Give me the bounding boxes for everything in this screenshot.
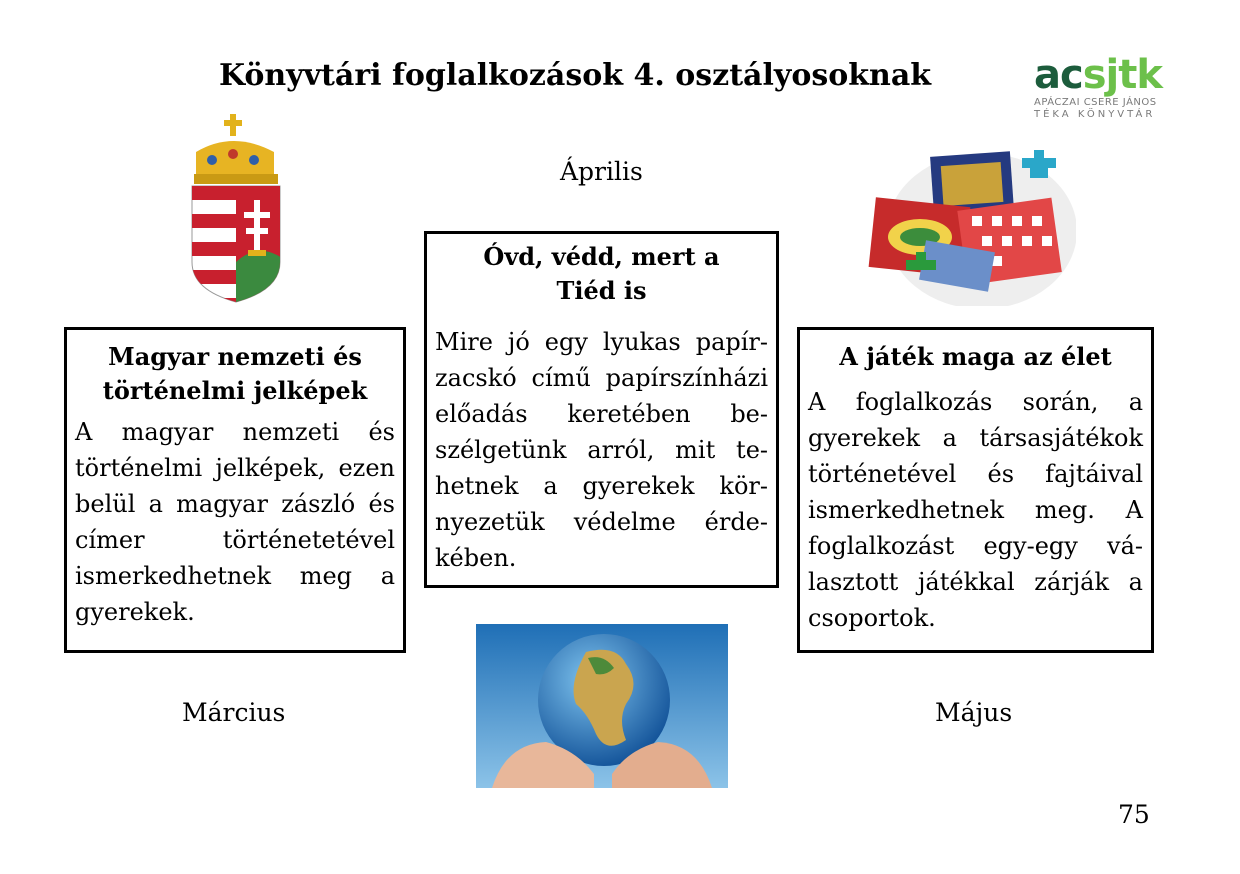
- month-label-right: Május: [935, 698, 1013, 727]
- board-games-icon: [862, 136, 1076, 306]
- logo-mark-left: ac: [1034, 52, 1083, 98]
- program-box-march: [64, 327, 406, 653]
- program-description-march: A magyar nemzeti és történelmi jelképek, ezen belül a magyar zászló és címer történetetével ismerkedhetnek meg a gyerekek.: [75, 418, 395, 626]
- board-games-image: [862, 136, 1076, 306]
- logo-line-1: APÁCZAI CSERE JÁNOS: [1034, 97, 1157, 108]
- program-description-april: Mire jó egy lyukas papírzacskó című papírszínházi előadás keretében beszélgetünk arról, mit tehetnek a gyerekek környezetük védelme érdekében.: [435, 328, 768, 572]
- library-logo: [1034, 52, 1162, 125]
- month-label-left: Március: [182, 698, 286, 727]
- earth-in-hands-image: [476, 624, 728, 788]
- page-title: Könyvtári foglalkozások 4. osztályosoknak: [218, 58, 932, 93]
- program-title-april: Óvd, védd, mert a Tiéd is: [483, 242, 720, 305]
- month-label-center: Április: [560, 157, 643, 186]
- program-title-march: Magyar nemzeti és történelmi jelképek: [102, 342, 368, 405]
- logo-mark-right: sjtk: [1082, 52, 1162, 98]
- coat-of-arms-icon: [188, 112, 284, 304]
- program-description-may: A foglalkozás során, a gyerekek a társasjátékok történetével és fajtáival ismerkedhetnek meg. A foglalkozást egy-egy választott játékkal zárják a csoportok.: [808, 388, 1143, 632]
- coat-of-arms-image: [188, 112, 284, 304]
- page-number: 75: [1118, 800, 1150, 829]
- logo-line-2: TÉKA KÖNYVTÁR: [1034, 109, 1156, 120]
- program-title-may: A játék maga az élet: [839, 342, 1112, 371]
- program-box-may: [797, 327, 1154, 653]
- earth-icon: [476, 624, 728, 788]
- program-box-april: [424, 231, 779, 588]
- logo-mark: [1034, 52, 1162, 98]
